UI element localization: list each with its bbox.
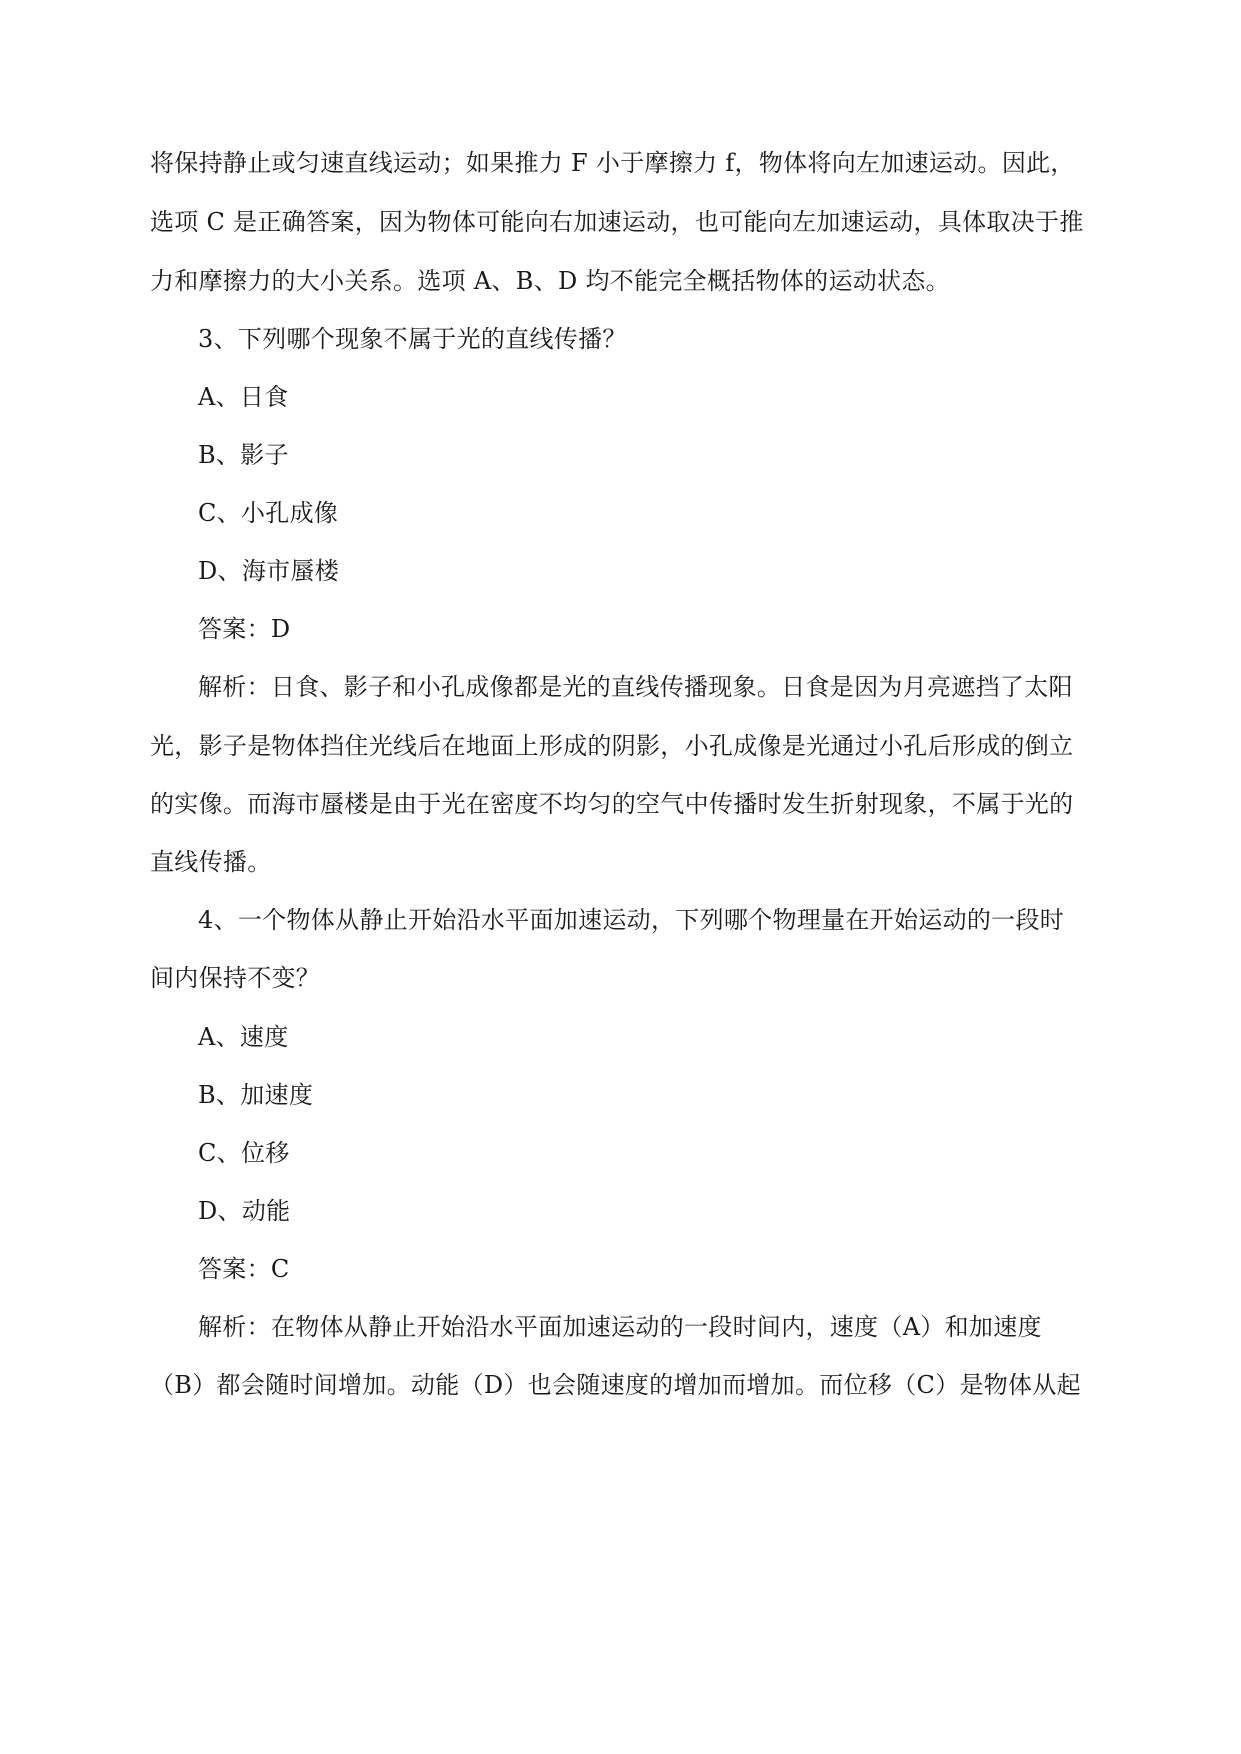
option-a: A、日食 <box>198 383 289 411</box>
paragraph-line: 选项 C 是正确答案，因为物体可能向右加速运动，也可能向左加速运动，具体取决于推 <box>150 208 1084 236</box>
option-d: D、动能 <box>198 1197 291 1225</box>
option-a: A、速度 <box>198 1023 289 1051</box>
option-c: C、小孔成像 <box>198 499 339 527</box>
explanation-line: 的实像。而海市蜃楼是由于光在密度不均匀的空气中传播时发生折射现象，不属于光的 <box>150 790 1074 818</box>
question-3-title: 3、下列哪个现象不属于光的直线传播？ <box>198 325 627 353</box>
option-c: C、位移 <box>198 1139 290 1167</box>
explanation-line: 直线传播。 <box>150 848 272 876</box>
question-4-title: 4、一个物体从静止开始沿水平面加速运动，下列哪个物理量在开始运动的一段时 <box>198 906 1065 934</box>
explanation-line: （B）都会随时间增加。动能（D）也会随速度的增加而增加。而位移（C）是物体从起 <box>150 1371 1081 1399</box>
option-d: D、海市蜃楼 <box>198 557 340 585</box>
option-b: B、影子 <box>198 441 289 469</box>
explanation-line: 解析：在物体从静止开始沿水平面加速运动的一段时间内，速度（A）和加速度 <box>198 1313 1042 1341</box>
answer: 答案：C <box>198 1255 290 1283</box>
paragraph-line: 力和摩擦力的大小关系。选项 A、B、D 均不能完全概括物体的运动状态。 <box>150 267 950 295</box>
explanation-line: 光，影子是物体挡住光线后在地面上形成的阴影，小孔成像是光通过小孔后形成的倒立 <box>150 732 1074 760</box>
option-b: B、加速度 <box>198 1081 314 1109</box>
question-4-title-cont: 间内保持不变？ <box>150 964 321 992</box>
answer: 答案：D <box>198 615 291 643</box>
explanation-line: 解析：日食、影子和小孔成像都是光的直线传播现象。日食是因为月亮遮挡了太阳 <box>198 673 1073 701</box>
paragraph-line: 将保持静止或匀速直线运动；如果推力 F 小于摩擦力 f，物体将向左加速运动。因此， <box>150 149 1075 177</box>
